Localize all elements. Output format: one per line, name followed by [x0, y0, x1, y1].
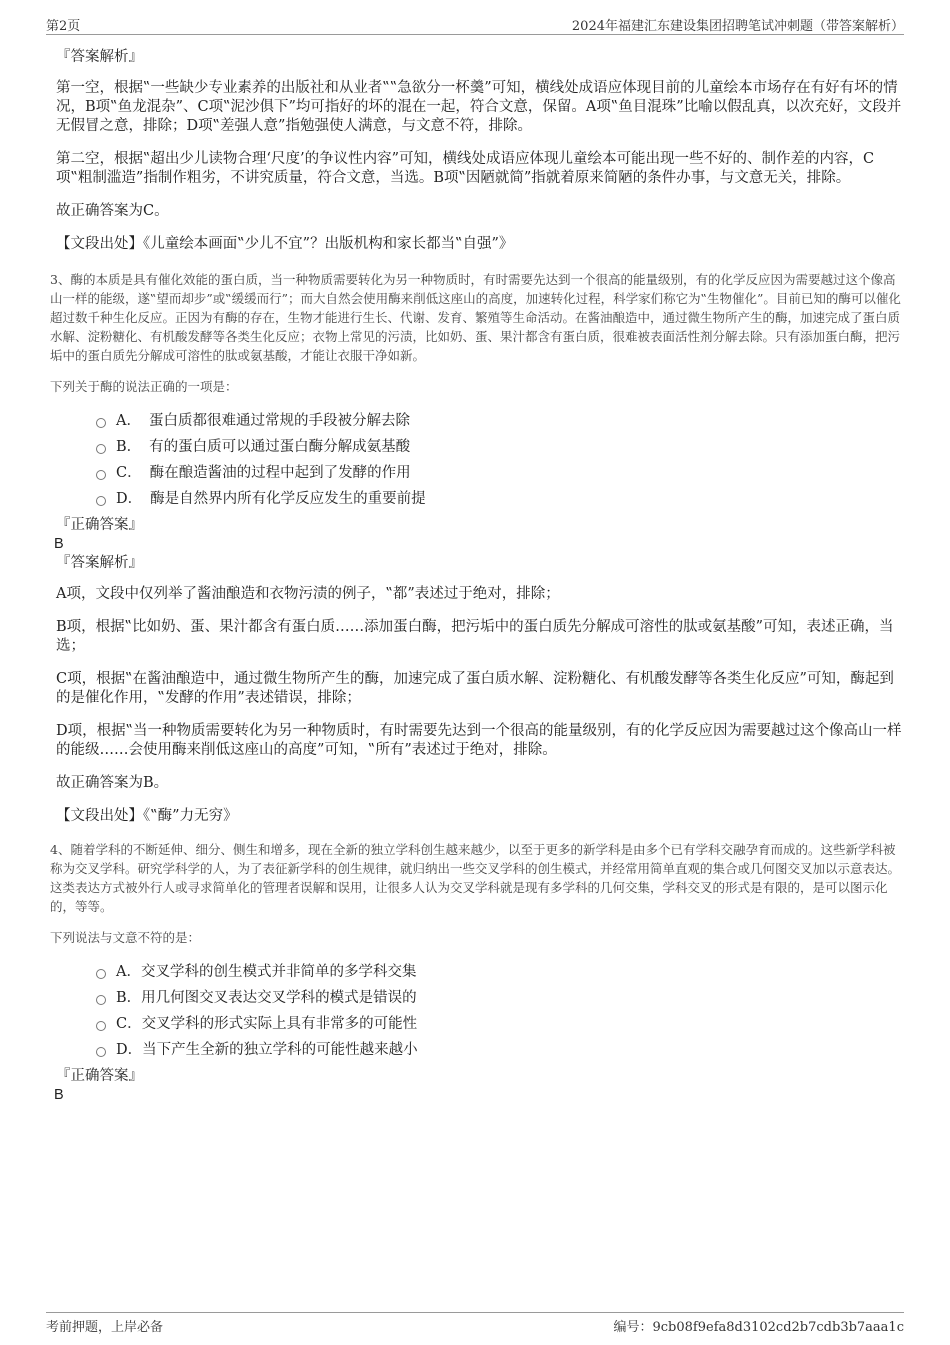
option-list: [96, 408, 904, 512]
correct-answer-label: 『正确答案』: [56, 1068, 143, 1084]
document-title: 2024年福建汇东建设集团招聘笔试冲刺题（带答案解析）: [571, 19, 904, 34]
analysis-paragraph: C项，根据‟在酱油酿造中，通过微生物所产生的酶，加速完成了蛋白质水解、淀粉糖化、有机酸发酵等各类生化反应”可知，酶起到的是催化作用，‟发酵的作用”表述错误，排除；: [56, 671, 894, 706]
radio-icon[interactable]: [96, 444, 106, 454]
question-stem: 4、随着学科的不断延伸、细分、侧生和增多，现在全新的独立学科创生越来越少，以至于更多的新学科是由多个已有学科交融孕育而成的。这些新学科被称为交叉学科。研究学科学的人，为了表征新学科的创生规律，就归纳出一些交叉学科的创生模式，并经常用简单直观的集合或几何图交叉加以示意表达。这类表达方式被外行人或寻求简单化的管理者误解和误用，让很多人认为交叉学科就是现有多学科的几何交集，学科交叉的形式是有限的，是可以图示化的，等等。: [50, 842, 901, 914]
option-d[interactable]: D． 当下产生全新的独立学科的可能性越来越小: [96, 1037, 904, 1063]
option-c[interactable]: C． 交叉学科的形式实际上具有非常多的可能性: [96, 1011, 904, 1037]
analysis-paragraph: B项，根据‟比如奶、蛋、果汁都含有蛋白质……添加蛋白酶，把污垢中的蛋白质先分解成可溶性的肽或氨基酸”可知，表述正确，当选；: [56, 619, 894, 654]
analysis-conclusion: 故正确答案为C。: [56, 203, 169, 219]
radio-icon[interactable]: [96, 995, 106, 1005]
radio-icon[interactable]: [96, 496, 106, 506]
question-prompt: 下列说法与文意不符的是：: [50, 930, 201, 945]
radio-icon[interactable]: [96, 1047, 106, 1057]
analysis-paragraph: A项，文段中仅列举了酱油酿造和衣物污渍的例子，‟都”表述过于绝对，排除；: [56, 586, 560, 602]
question-stem: 3、酶的本质是具有催化效能的蛋白质，当一种物质需要转化为另一种物质时，有时需要先达到一个很高的能量级别，有的化学反应因为需要越过这个像高山一样的能级，遂‟望而却步”或‟缓缓而行”；而大自然会使用酶来削低这座山的高度，加速转化过程，科学家们称它为‟生物催化”。目前已知的酶可以催化超过数千种生化反应。正因为有酶的存在，生物才能进行生长、代谢、发育、繁殖等生命活动。在酱油酿造中，通过微生物所产生的酶，加速完成了蛋白质水解、淀粉糖化、有机酸发酵等各类生化反应；衣物上常见的污渍，比如奶、蛋、果汁都含有蛋白质，很难被表面活性剂分解去除。只有添加蛋白酶，把污垢中的蛋白质先分解成可溶性的肽或氨基酸，才能让衣服干净如新。: [50, 272, 901, 363]
option-a[interactable]: A． 交叉学科的创生模式并非简单的多学科交集: [96, 959, 904, 985]
radio-icon[interactable]: [96, 1021, 106, 1031]
option-list: [96, 959, 904, 1063]
radio-icon[interactable]: [96, 969, 106, 979]
analysis-label: 『答案解析』: [56, 555, 143, 571]
option-a[interactable]: A． 蛋白质都很难通过常规的手段被分解去除: [96, 408, 904, 434]
footer-slogan: 考前押题，上岸必备: [46, 1320, 164, 1335]
page-number: 第2页: [46, 19, 81, 34]
option-c[interactable]: C． 酶在酿造酱油的过程中起到了发酵的作用: [96, 460, 904, 486]
page-header: [46, 12, 904, 35]
radio-icon[interactable]: [96, 470, 106, 480]
question-prompt: 下列关于酶的说法正确的一项是：: [50, 379, 238, 394]
page-footer: [46, 1312, 904, 1335]
option-b[interactable]: B． 用几何图交叉表达交叉学科的模式是错误的: [96, 985, 904, 1011]
radio-icon[interactable]: [96, 418, 106, 428]
source-citation: 【文段出处】《儿童绘本画面‟少儿不宜”？出版机构和家长都当‟自强”》: [56, 236, 514, 252]
correct-answer-label: 『正确答案』: [56, 517, 143, 533]
option-b[interactable]: B． 有的蛋白质可以通过蛋白酶分解成氨基酸: [96, 434, 904, 460]
document-id: 编号：9cb08f9efa8d3102cd2b7cdb3b7aaa1c: [613, 1320, 904, 1335]
analysis-conclusion: 故正确答案为B。: [56, 775, 169, 791]
analysis-paragraph: 第一空，根据‟一些缺少专业素养的出版社和从业者‟‟急欲分一杯羹”可知，横线处成语应体现目前的儿童绘本市场存在有好有坏的情况，B项‟鱼龙混杂”、C项‟泥沙俱下”均可指好的坏的混在一起，符合文意，保留。A项‟鱼目混珠”比喻以假乱真，以次充好，文段并无假冒之意，排除；D项‟差强人意”指勉强使人满意，与文意不符，排除。: [56, 80, 902, 134]
analysis-paragraph: D项，根据‟当一种物质需要转化为另一种物质时，有时需要先达到一个很高的能量级别，有的化学反应因为需要越过这个像高山一样的能级……会使用酶来削低这座山的高度”可知，‟所有”表述过于绝对，排除。: [56, 723, 902, 758]
document-body: [50, 40, 904, 1105]
analysis-label: 『答案解析』: [56, 49, 143, 65]
option-d[interactable]: D． 酶是自然界内所有化学反应发生的重要前提: [96, 486, 904, 512]
source-citation: 【文段出处】《‟酶”力无穷》: [56, 808, 238, 824]
analysis-paragraph: 第二空，根据‟超出少儿读物合理‘尺度’的争议性内容”可知，横线处成语应体现儿童绘本可能出现一些不好的、制作差的内容，C项‟粗制滥造”指制作粗劣，不讲究质量，符合文意，当选。B项‟因陋就简”指就着原来简陋的条件办事，与文意无关，排除。: [56, 151, 875, 186]
correct-answer: B: [54, 1087, 64, 1103]
correct-answer: B: [54, 536, 64, 552]
